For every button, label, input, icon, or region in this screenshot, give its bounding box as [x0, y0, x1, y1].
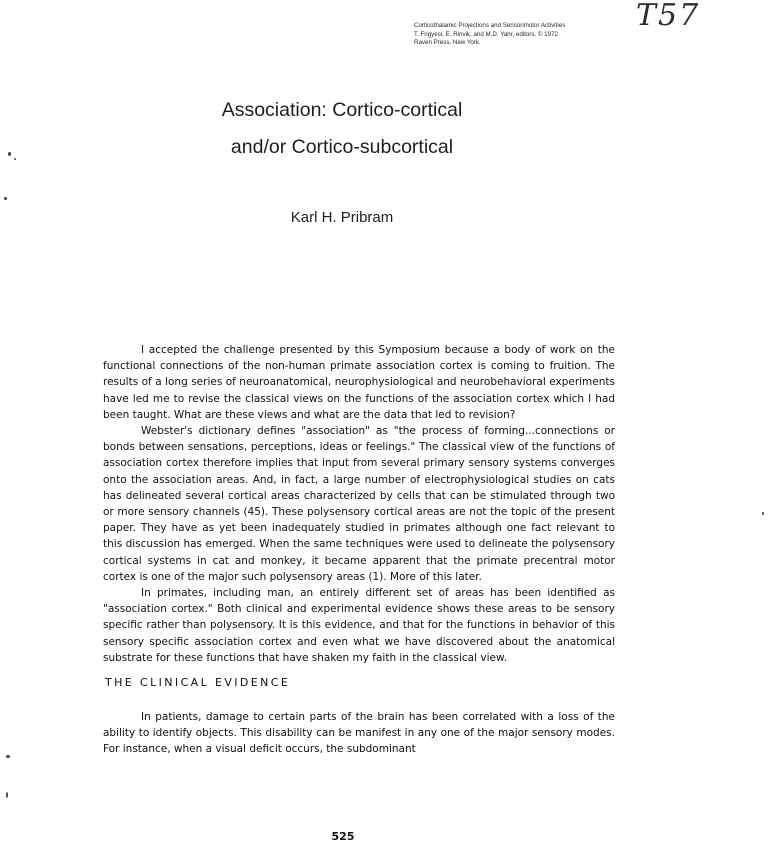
body-paragraph: I accepted the challenge presented by this Symposium because a body of work on the functional connections of the non-human primate association cortex is coming to fruition. The results of a long series of neuroanatomical, neurophysiological and neurobehavioral experiments have led me to revise the classical views on the functions of the association cortex which I had been taught. What are these views and what are the data that led to revision? [103, 344, 615, 421]
handwritten-mark: T57 [636, 0, 701, 33]
scan-speck [4, 197, 7, 200]
citation-line: T. Frigyesi, E. Rinvik, and M.D. Yahr, editors. © 1972 [414, 30, 558, 38]
scan-speck [14, 158, 16, 160]
citation-line: Raven Press, New York. [414, 39, 481, 46]
author-text: Karl H. Pribram [290, 209, 394, 226]
body-paragraph: In patients, damage to certain parts of the brain has been correlated with a loss of the ability to identify objects. This disability can be manifest in any one of the major sensory modes. For instance, when a visual deficit occurs, the subdominant [103, 711, 615, 756]
article-body [103, 342, 615, 758]
scan-speck [6, 755, 10, 758]
article-title [0, 92, 768, 166]
author-name [0, 209, 768, 226]
title-line-2: and/or Cortico-subcortical [230, 136, 454, 158]
body-paragraph: In primates, including man, an entirely different set of areas has been identified as "association cortex." Both clinical and experimental evidence shows these areas to be sensory specific rather than polysensory. It is this evidence, and that for the functions in behavior of this sensory specific association cortex and even what we have discovered about the anatomical substrate for these functions that have shaken my faith in the classical view. [103, 587, 615, 664]
scan-speck [762, 512, 764, 515]
scan-speck [8, 152, 11, 156]
section-heading: THE CLINICAL EVIDENCE [105, 676, 291, 690]
scan-speck [6, 792, 8, 798]
citation-line: Corticothalamic Projections and Sensorimotor Activities [414, 22, 566, 29]
body-paragraph: Webster's dictionary defines "association" as "the process of forming...connections or bonds between sensations, perceptions, ideas or feelings." The classical view of the functions of association cortex therefore implies that input from several primary sensory systems converges onto the association areas. And, in fact, a large number of electrophysiological studies on cats has delineated several cortical areas characterized by cells that can be stimulated through two or more sensory channels (45). These polysensory cortical areas are not the topic of the present paper. They have as yet been inadequately studied in primates although one fact relevant to this discussion has emerged. When the same techniques were used to delineate the polysensory cortical systems in cat and monkey, it became apparent that the primate precentral motor cortex is one of the major such polysensory areas (1). More of this later. [103, 425, 615, 583]
header-citation [414, 22, 624, 48]
page-number-text: 525 [331, 830, 355, 843]
title-line-1: Association: Cortico-cortical [221, 99, 463, 121]
page-number [0, 830, 768, 843]
